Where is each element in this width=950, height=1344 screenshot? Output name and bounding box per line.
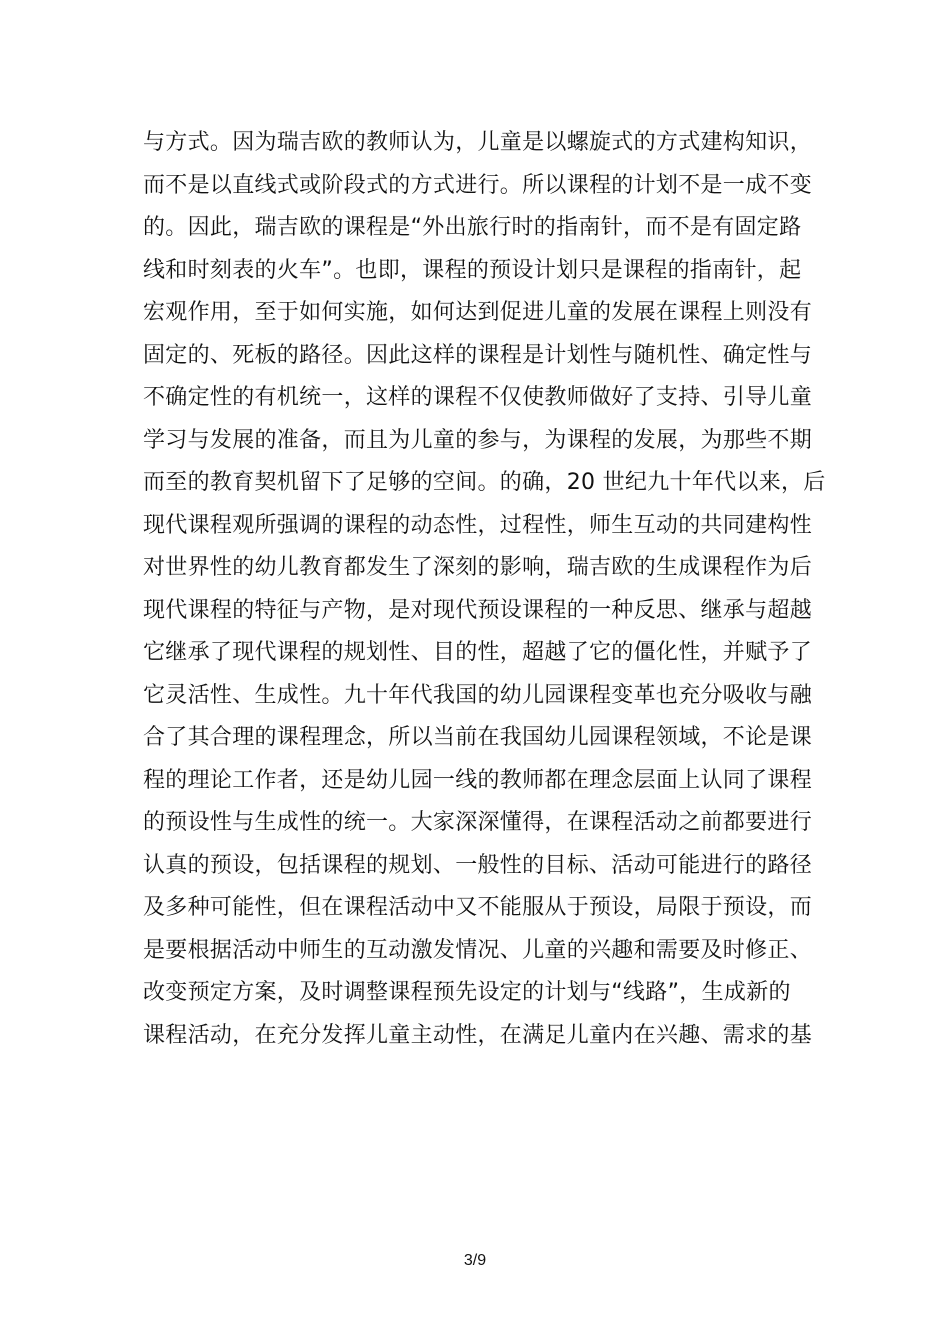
text-line: 对世界性的幼儿教育都发生了深刻的影响，瑞吉欧的生成课程作为后 [143,555,813,580]
text-line: 是要根据活动中师生的互动激发情况、儿童的兴趣和需要及时修正、 [143,937,813,963]
text-line: 现代课程的特征与产物，是对现代预设课程的一种反思、继承与超越 [143,597,813,623]
text-line: 线和时刻表的火车”。也即，课程的预设计划只是课程的指南针，起 [143,257,802,283]
text-line: 而至的教育契机留下了足够的空间。的确，20 世纪九十年代以来，后 [143,470,826,495]
text-line: 宏观作用，至于如何实施，如何达到促进儿童的发展在课程上则没有 [143,300,813,325]
body-text [143,122,833,1057]
text-line: 它继承了现代课程的规划性、目的性，超越了它的僵化性，并赋予了 [143,640,813,665]
text-line: 合了其合理的课程理念，所以当前在我国幼儿园课程领域，不论是课 [143,725,813,750]
text-line: 它灵活性、生成性。九十年代我国的幼儿园课程变革也充分吸收与融 [143,682,813,708]
text-line: 不确定性的有机统一，这样的课程不仅使教师做好了支持、引导儿童 [143,385,813,410]
page-number: 3/9 [463,1252,487,1269]
text-line: 及多种可能性，但在课程活动中又不能服从于预设，局限于预设，而 [143,895,813,920]
text-line: 与方式。因为瑞吉欧的教师认为，儿童是以螺旋式的方式建构知识， [143,130,813,155]
text-line: 而不是以直线式或阶段式的方式进行。所以课程的计划不是一成不变 [143,172,813,198]
text-line: 程的理论工作者，还是幼儿园一线的教师都在理念层面上认同了课程 [143,767,813,793]
text-line: 课程活动，在充分发挥儿童主动性，在满足儿童内在兴趣、需求的基 [143,1022,813,1048]
text-line: 认真的预设，包括课程的规划、一般性的目标、活动可能进行的路径 [143,852,813,878]
text-line: 的预设性与生成性的统一。大家深深懂得，在课程活动之前都要进行 [143,810,813,835]
text-line: 学习与发展的准备，而且为儿童的参与，为课程的发展，为那些不期 [143,427,813,453]
text-line: 的。因此，瑞吉欧的课程是“外出旅行时的指南针，而不是有固定路 [143,215,802,240]
text-line: 改变预定方案，及时调整课程预先设定的计划与“线路”，生成新的 [143,980,791,1005]
text-line: 现代课程观所强调的课程的动态性，过程性，师生互动的共同建构性 [143,512,813,538]
text-line: 固定的、死板的路径。因此这样的课程是计划性与随机性、确定性与 [143,342,813,368]
